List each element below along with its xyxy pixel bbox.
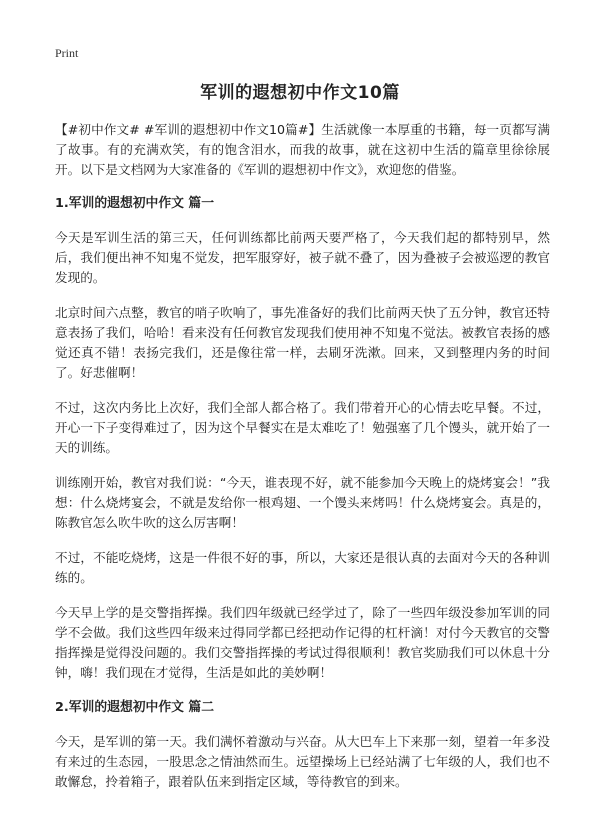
page-title: 军训的遐想初中作文10篇 [200, 83, 400, 103]
paragraph: 不过，这次内务比上次好，我们全部人都合格了。我们带着开心的心情去吃早餐。不过，开心一下子变得难过了，因为这个早餐实在是太难吃了！勉强塞了几个馒头，就开始了一天的训练。 [55, 400, 550, 455]
paragraph: 北京时间六点整，教官的哨子吹响了，事先准备好的我们比前两天快了五分钟，教官还特意表扬了我们，哈哈！看来没有任何教官发现我们使用神不知鬼不觉法。被教官表扬的感觉还真不错！表扬完我们，还是像往常一样，去刷牙洗漱。回来，又到整理内务的时间了。好悲催啊！ [55, 305, 550, 380]
paragraph: 今天，是军训的第一天。我们满怀着激动与兴奋。从大巴车上下来那一刻，望着一年多没有来过的生态园，一股思念之情油然而生。远望操场上已经站满了七年级的人，我们也不敢懈怠，拎着箱子，跟着队伍来到指定区域，等待教官的到来。 [55, 734, 550, 789]
intro-paragraph: 【#初中作文# #军训的遐想初中作文10篇#】生活就像一本厚重的书籍，每一页都写满了故事。有的充满欢笑，有的饱含泪水，而我的故事，就在这初中生活的篇章里徐徐展开。以下是文档网为大家准备的《军训的遐想初中作文》，欢迎您的借鉴。 [55, 122, 550, 177]
section-heading: 2.军训的遐想初中作文 篇二 [55, 700, 214, 715]
paragraph: 今天早上学的是交警指挥操。我们四年级就已经学过了，除了一些四年级没参加军训的同学不会做。我们这些四年级来过得同学都已经把动作记得的杠杆滴！对付今天教官的交警指挥操是觉得没问题的。我们交警指挥操的考试过得很顺利！教官奖励我们可以休息十分钟，嗨！我们现在才觉得，生活是如此的美妙啊！ [55, 605, 550, 680]
section-heading: 1.军训的遐想初中作文 篇一 [55, 196, 214, 211]
paragraph: 今天是军训生活的第三天，任何训练都比前两天要严格了，今天我们起的都特别早，然后，我们便出神不知鬼不觉发，把军服穿好，被子就不叠了，因为叠被子会被巡逻的教官发现的。 [55, 230, 550, 285]
paragraph: 训练刚开始，教官对我们说：“今天，谁表现不好，就不能参加今天晚上的烧烤宴会！”我想：什么烧烤宴会，不就是发给你一根鸡翅、一个馒头来烤吗！什么烧烤宴会。真是的，陈教官怎么吹牛吹的这么厉害啊！ [55, 475, 550, 530]
print-label: Print [55, 46, 79, 60]
article-body [55, 120, 550, 807]
paragraph: 不过，不能吃烧烤，这是一件很不好的事，所以，大家还是很认真的去面对今天的各种训练的。 [55, 550, 550, 585]
